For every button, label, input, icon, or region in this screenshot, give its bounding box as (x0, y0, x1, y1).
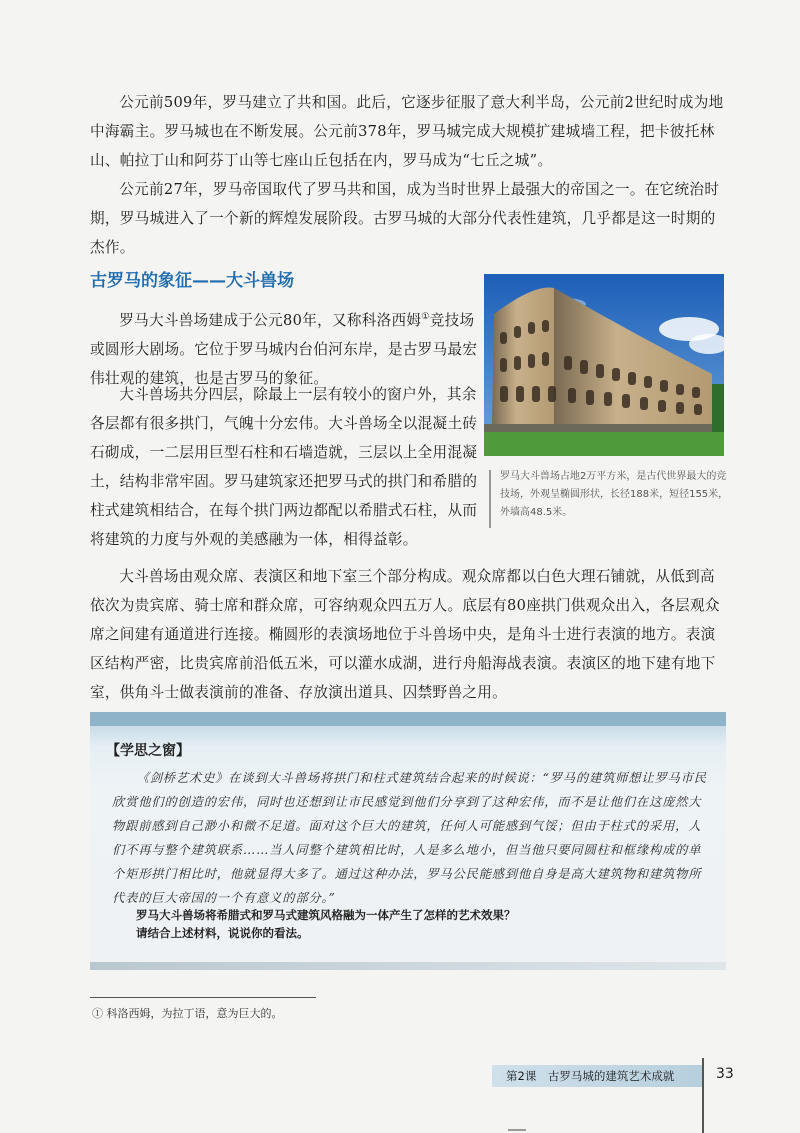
intro-paragraph-2: 公元前27年，罗马帝国取代了罗马共和国，成为当时世界上最强大的帝国之一。在它统治时期，罗马城进入了一个新的辉煌发展阶段。古罗马城的大部分代表性建筑，几乎都是这一时期的杰作。 (90, 181, 720, 256)
study-window-quote: 《剑桥艺术史》在谈到大斗兽场将拱门和柱式建筑结合起来的时候说：“罗马的建筑师想让罗马市民欣赏他们的创造的宏伟，同时也还想到让市民感觉到他们分享到了这种宏伟，而不是让他们在这庞然大物跟前感到自己渺小和微不足道。面对这个巨大的建筑，任何人可能感到气馁；但由于柱式的采用，人们不再与整个建筑联系……当人同整个建筑相比时，人是多么地小，但当他只要同圆柱和框缘构成的单个矩形拱门相比时，他就显得大多了。通过这种办法，罗马公民能感到他自身是高大建筑物和建筑物所代表的巨大帝国的一个有意义的部分。” (112, 771, 707, 905)
section-paragraph-1-a: 罗马大斗兽场建成于公元80年，又称科洛西姆 (119, 312, 422, 329)
section-title: 古罗马的象征——大斗兽场 (90, 271, 294, 291)
footnote-marker: ① (421, 312, 430, 322)
bottom-mark (508, 1129, 526, 1131)
photo-caption: 罗马大斗兽场占地2万平方米，是古代世界最大的竞技场，外观呈椭圆形状，长径188米，短径155米，外墙高48.5米。 (500, 471, 729, 518)
colosseum-photo (484, 274, 724, 456)
section-paragraph-2: 大斗兽场共分四层，除最上一层有较小的窗户外，其余各层都有很多拱门，气魄十分宏伟。大斗兽场全以混凝土砖石砌成，一二层用巨型石柱和石墙造就，三层以上全用混凝土，结构非常牢固。罗马建筑家还把罗马式的拱门和希腊的柱式建筑相结合，在每个拱门两边都配以希腊式石柱，从而将建筑的力度与外观的美感融为一体，相得益彰。 (90, 386, 478, 548)
lesson-title: 第2课 古罗马城的建筑艺术成就 (506, 1069, 675, 1083)
study-question-2: 请结合上述材料，说说你的看法。 (136, 926, 309, 940)
section-paragraph-1-b: 竞技场或圆形大剧场。它位于罗马城内台伯河东岸，是古罗马最宏伟壮观的建筑，也是古罗马的象征。 (90, 312, 478, 387)
study-question-1: 罗马大斗兽场将希腊式和罗马式建筑风格融为一体产生了怎样的艺术效果？ (136, 908, 516, 922)
study-window-title: 【学思之窗】 (106, 743, 190, 759)
footnote-rule (90, 997, 316, 998)
intro-paragraph-1: 公元前509年，罗马建立了共和国。此后，它逐步征服了意大利半岛，公元前2世纪时成为地中海霸主。罗马城也在不断发展。公元前378年，罗马城完成大规模扩建城墙工程，把卡彼托林山、帕拉丁山和阿芬丁山等七座山丘包括在内，罗马成为“七丘之城”。 (90, 94, 724, 169)
page-number: 33 (716, 1066, 734, 1082)
section-paragraph-3: 大斗兽场由观众席、表演区和地下室三个部分构成。观众席都以白色大理石铺就，从低到高依次为贵宾席、骑士席和群众席，可容纳观众四五万人。底层有80座拱门供观众出入，各层观众席之间建有通道进行连接。椭圆形的表演场地位于斗兽场中央，是角斗士进行表演的地方。表演区结构严密，比贵宾席前沿低五米，可以灌水成湖，进行舟船海战表演。表演区的地下建有地下室，供角斗士做表演前的准备、存放演出道具、囚禁野兽之用。 (90, 568, 720, 701)
study-window-shadow (90, 962, 726, 970)
footnote: ① 科洛西姆，为拉丁语，意为巨大的。 (92, 1007, 283, 1020)
footer-rule (702, 1058, 704, 1133)
caption-bar (489, 470, 491, 528)
